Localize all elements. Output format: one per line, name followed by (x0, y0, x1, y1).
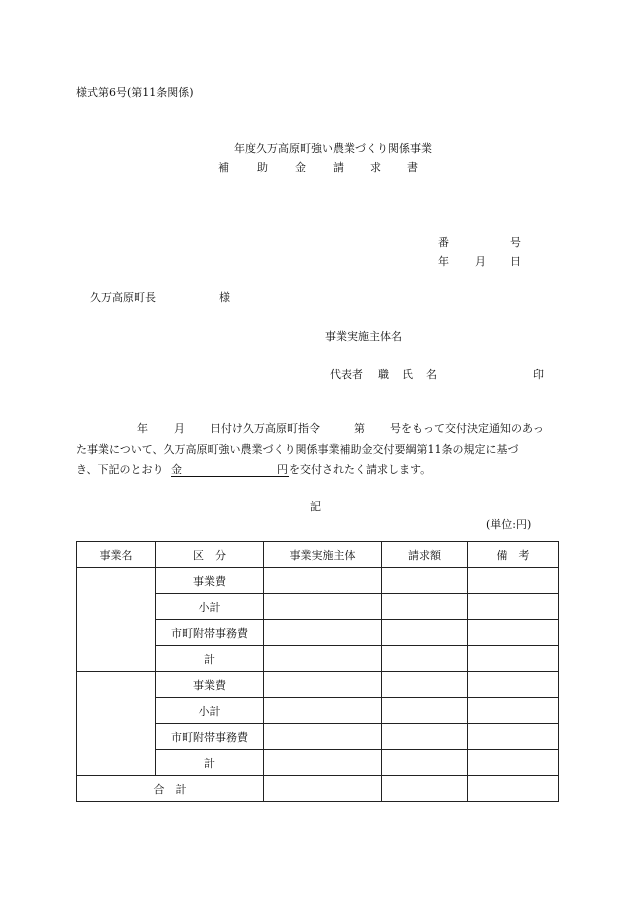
category-cell: 事業費 (156, 568, 264, 594)
category-cell: 事業費 (156, 672, 264, 698)
table-total-row (77, 776, 559, 802)
category-cell: 市町附帯事務費 (156, 620, 264, 646)
col-header-remarks: 備 考 (468, 542, 559, 568)
representative-label: 代表者 (330, 368, 363, 381)
entity-cell[interactable] (264, 698, 382, 724)
entity-label: 事業実施主体名 (325, 330, 402, 343)
body-dai: 第 (354, 422, 365, 435)
form-number: 様式第6号(第11条関係) (76, 86, 194, 99)
table-header-row (77, 542, 559, 568)
col-header-category: 区 分 (156, 542, 264, 568)
remarks-cell[interactable] (468, 724, 559, 750)
table-row (77, 672, 559, 698)
amount-kin: 金 (171, 463, 182, 476)
entity-cell[interactable] (264, 646, 382, 672)
rep-title-char: 職 (378, 368, 389, 381)
subtitle-char: 助 (257, 161, 268, 174)
subtitle-char: 金 (295, 161, 306, 174)
remarks-cell[interactable] (468, 672, 559, 698)
category-cell: 小計 (156, 698, 264, 724)
amount-cell[interactable] (382, 568, 468, 594)
amount-cell[interactable] (382, 750, 468, 776)
body-year: 年 (137, 422, 148, 435)
rep-title-char: 氏 (402, 368, 413, 381)
request-table (76, 541, 559, 802)
ki-label: 記 (310, 500, 321, 513)
total-amount-cell[interactable] (382, 776, 468, 802)
col-header-project: 事業名 (77, 542, 156, 568)
doc-number-label: 番 (438, 236, 449, 249)
body-line3-a: き、下記のとおり (76, 463, 164, 476)
entity-cell[interactable] (264, 672, 382, 698)
body-month: 月 (174, 422, 185, 435)
category-cell: 小計 (156, 594, 264, 620)
subtitle-char: 書 (407, 161, 418, 174)
amount-en: 円 (277, 463, 288, 476)
total-label: 合 計 (77, 776, 264, 802)
project-name-cell[interactable] (77, 672, 156, 776)
category-cell: 計 (156, 750, 264, 776)
date-month: 月 (475, 255, 486, 268)
subtitle-char: 補 (218, 161, 229, 174)
seal-mark: 印 (533, 368, 544, 381)
category-cell: 計 (156, 646, 264, 672)
document-title: 年度久万高原町強い農業づくり関係事業 (234, 142, 432, 155)
recipient-honorific: 様 (219, 291, 230, 304)
amount-blank[interactable] (171, 463, 289, 477)
date-day: 日 (510, 255, 521, 268)
total-entity-cell[interactable] (264, 776, 382, 802)
amount-cell[interactable] (382, 646, 468, 672)
remarks-cell[interactable] (468, 620, 559, 646)
body-line3-b: を交付されたく請求します。 (289, 463, 432, 476)
subtitle-char: 請 (333, 161, 344, 174)
body-line1-a: 日付け久万高原町指令 (210, 422, 320, 435)
col-header-entity: 事業実施主体 (264, 542, 382, 568)
amount-cell[interactable] (382, 724, 468, 750)
date-year: 年 (438, 255, 449, 268)
remarks-cell[interactable] (468, 698, 559, 724)
remarks-cell[interactable] (468, 646, 559, 672)
col-header-amount: 請求額 (382, 542, 468, 568)
recipient-name: 久万高原町長 (90, 291, 156, 304)
remarks-cell[interactable] (468, 568, 559, 594)
category-cell: 市町附帯事務費 (156, 724, 264, 750)
body-line1-b: 号をもって交付決定通知のあっ (390, 422, 544, 435)
project-name-cell[interactable] (77, 568, 156, 672)
total-remarks-cell[interactable] (468, 776, 559, 802)
subtitle-char: 求 (370, 161, 381, 174)
entity-cell[interactable] (264, 568, 382, 594)
unit-label: (単位:円) (486, 518, 532, 531)
rep-title-char: 名 (426, 368, 437, 381)
entity-cell[interactable] (264, 724, 382, 750)
entity-cell[interactable] (264, 620, 382, 646)
entity-cell[interactable] (264, 750, 382, 776)
remarks-cell[interactable] (468, 750, 559, 776)
amount-cell[interactable] (382, 594, 468, 620)
amount-cell[interactable] (382, 698, 468, 724)
amount-cell[interactable] (382, 672, 468, 698)
entity-cell[interactable] (264, 594, 382, 620)
doc-number-suffix: 号 (510, 236, 521, 249)
amount-cell[interactable] (382, 620, 468, 646)
table-row (77, 568, 559, 594)
remarks-cell[interactable] (468, 594, 559, 620)
body-line2: た事業について、久万高原町強い農業づくり関係事業補助金交付要綱第11条の規定に基づ (76, 443, 519, 456)
